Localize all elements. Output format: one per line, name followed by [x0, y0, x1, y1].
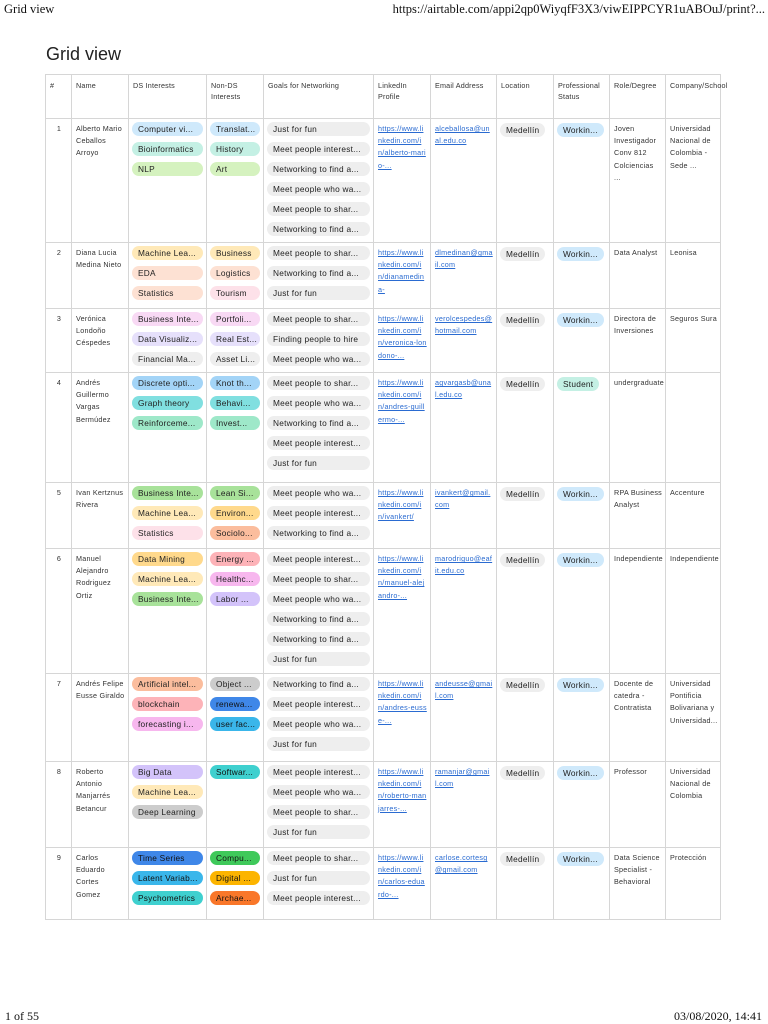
- tag-chip: Meet people interest...: [267, 697, 370, 711]
- name-cell[interactable]: Ivan Kertznus Rivera: [72, 483, 129, 549]
- tag-chip: Real Est...: [210, 332, 260, 346]
- tag-chip: Meet people who wa...: [267, 396, 370, 410]
- tag-chip: Latent Variab...: [132, 871, 203, 885]
- status-badge: Workin...: [557, 123, 604, 137]
- tag-chip: Deep Learning: [132, 805, 203, 819]
- tag-chip: Networking to find a...: [267, 416, 370, 430]
- status-badge: Student: [557, 377, 599, 391]
- row-number[interactable]: 7: [46, 674, 72, 762]
- tag-chip: Knot th...: [210, 376, 260, 390]
- non-ds-interests-cell[interactable]: [207, 483, 264, 549]
- print-footer: [0, 1009, 768, 1024]
- role-cell[interactable]: Joven Investigador Conv 812 Colciencias ...: [610, 119, 666, 243]
- table-row[interactable]: [46, 309, 721, 373]
- tag-chip: Object ...: [210, 677, 260, 691]
- tag-chip: forecasting i...: [132, 717, 203, 731]
- location-cell[interactable]: [497, 483, 554, 549]
- tag-chip: Big Data: [132, 765, 203, 779]
- ds-interests-cell[interactable]: [129, 762, 207, 848]
- status-cell[interactable]: [554, 309, 610, 373]
- tag-chip: Statistics: [132, 526, 203, 540]
- location-chip: Medellín: [500, 852, 545, 866]
- linkedin-link[interactable]: https://www.linkedin.com/in/alberto-mario-...: [378, 124, 426, 170]
- col-header-role[interactable]: Role/Degree: [610, 75, 666, 119]
- tag-chip: Data Visualiz...: [132, 332, 203, 346]
- tag-chip: Networking to find a...: [267, 162, 370, 176]
- status-badge: Workin...: [557, 553, 604, 567]
- tag-chip: Just for fun: [267, 652, 370, 666]
- tag-chip: Computer vi...: [132, 122, 203, 136]
- name-cell[interactable]: Andrés Guillermo Vargas Bermúdez: [72, 373, 129, 483]
- status-cell[interactable]: [554, 848, 610, 920]
- tag-chip: Statistics: [132, 286, 203, 300]
- linkedin-link[interactable]: https://www.linkedin.com/in/andres-guillermo-...: [378, 378, 425, 424]
- status-cell[interactable]: [554, 762, 610, 848]
- ds-interests-cell[interactable]: [129, 309, 207, 373]
- tag-chip: Psychometrics: [132, 891, 203, 905]
- status-cell[interactable]: [554, 483, 610, 549]
- tag-chip: Meet people interest...: [267, 506, 370, 520]
- page-number: 1 of 55: [5, 1009, 39, 1023]
- company-cell[interactable]: Protección: [666, 848, 721, 920]
- tag-chip: Environ...: [210, 506, 260, 520]
- tag-chip: Discrete opti...: [132, 376, 203, 390]
- company-cell[interactable]: Seguros Sura: [666, 309, 721, 373]
- role-cell[interactable]: Professor: [610, 762, 666, 848]
- tag-chip: renewa...: [210, 697, 260, 711]
- tag-chip: Labor ...: [210, 592, 260, 606]
- goals-cell[interactable]: [264, 243, 374, 309]
- role-cell[interactable]: Independiente: [610, 549, 666, 674]
- col-header-status[interactable]: Professional Status: [554, 75, 610, 119]
- status-badge: Workin...: [557, 678, 604, 692]
- tag-chip: Just for fun: [267, 737, 370, 751]
- email-link[interactable]: carlose.cortesg@gmail.com: [435, 853, 488, 875]
- tag-chip: Machine Lea...: [132, 785, 203, 799]
- name-cell[interactable]: Roberto Antonio Manjarrés Betancur: [72, 762, 129, 848]
- email-cell: [431, 848, 497, 920]
- linkedin-cell: [374, 848, 431, 920]
- linkedin-link[interactable]: https://www.linkedin.com/in/manuel-alejandro-...: [378, 554, 425, 600]
- tag-chip: Meet people interest...: [267, 765, 370, 779]
- status-cell[interactable]: [554, 549, 610, 674]
- email-cell: [431, 243, 497, 309]
- non-ds-interests-cell[interactable]: [207, 762, 264, 848]
- tag-chip: Lean Si...: [210, 486, 260, 500]
- status-badge: Workin...: [557, 766, 604, 780]
- location-cell[interactable]: [497, 373, 554, 483]
- status-cell[interactable]: [554, 373, 610, 483]
- status-badge: Workin...: [557, 313, 604, 327]
- location-cell[interactable]: [497, 549, 554, 674]
- location-chip: Medellín: [500, 678, 545, 692]
- tag-chip: Graph theory: [132, 396, 203, 410]
- col-header-num[interactable]: #: [46, 75, 72, 119]
- tag-chip: Meet people to shar...: [267, 246, 370, 260]
- tag-chip: Meet people who wa...: [267, 717, 370, 731]
- location-chip: Medellín: [500, 377, 545, 391]
- name-cell[interactable]: Verónica Londoño Céspedes: [72, 309, 129, 373]
- tag-chip: Meet people who wa...: [267, 182, 370, 196]
- table-row[interactable]: [46, 762, 721, 848]
- row-number[interactable]: 8: [46, 762, 72, 848]
- ds-interests-cell[interactable]: [129, 848, 207, 920]
- row-number[interactable]: 6: [46, 549, 72, 674]
- location-chip: Medellín: [500, 487, 545, 501]
- row-number[interactable]: 2: [46, 243, 72, 309]
- tag-chip: Meet people to shar...: [267, 202, 370, 216]
- goals-cell[interactable]: [264, 373, 374, 483]
- table-row[interactable]: [46, 848, 721, 920]
- email-link[interactable]: dlmedinan@gmail.com: [435, 248, 493, 270]
- company-cell[interactable]: Accenture: [666, 483, 721, 549]
- tag-chip: Sociolo...: [210, 526, 260, 540]
- non-ds-interests-cell[interactable]: [207, 674, 264, 762]
- tag-chip: Healthc...: [210, 572, 260, 586]
- tag-chip: user fac...: [210, 717, 260, 731]
- header-row: [46, 75, 721, 119]
- tag-chip: Tourism: [210, 286, 260, 300]
- print-header-title: Grid view: [4, 2, 55, 16]
- linkedin-cell: [374, 762, 431, 848]
- tag-chip: Softwar...: [210, 765, 260, 779]
- non-ds-interests-cell[interactable]: [207, 309, 264, 373]
- tag-chip: Business Inte...: [132, 592, 203, 606]
- role-cell[interactable]: undergraduate: [610, 373, 666, 483]
- tag-chip: Invest...: [210, 416, 260, 430]
- email-link[interactable]: marodriguo@eafit.edu.co: [435, 554, 493, 576]
- goals-cell[interactable]: [264, 848, 374, 920]
- linkedin-link[interactable]: https://www.linkedin.com/in/roberto-manjarres-...: [378, 767, 427, 813]
- status-cell[interactable]: [554, 674, 610, 762]
- email-link[interactable]: agvargasb@unal.edu.co: [435, 378, 492, 400]
- page-title: Grid view: [46, 44, 122, 64]
- role-cell[interactable]: RPA Business Analyst: [610, 483, 666, 549]
- linkedin-cell: [374, 309, 431, 373]
- ds-interests-cell[interactable]: [129, 243, 207, 309]
- location-chip: Medellín: [500, 247, 545, 261]
- location-cell[interactable]: [497, 674, 554, 762]
- print-header-url: https://airtable.com/appi2qp0WiyqfF3X3/viwEIPPCYR1uABOuJ/print?...: [392, 2, 765, 16]
- col-header-email[interactable]: Email Address: [431, 75, 497, 119]
- col-header-linkedin[interactable]: LinkedIn Profile: [374, 75, 431, 119]
- linkedin-cell: [374, 483, 431, 549]
- ds-interests-cell[interactable]: [129, 549, 207, 674]
- status-badge: Workin...: [557, 487, 604, 501]
- tag-chip: Meet people to shar...: [267, 312, 370, 326]
- tag-chip: Reinforceme...: [132, 416, 203, 430]
- linkedin-link[interactable]: https://www.linkedin.com/in/ivankert/: [378, 488, 424, 522]
- location-cell[interactable]: [497, 119, 554, 243]
- linkedin-cell: [374, 674, 431, 762]
- goals-cell[interactable]: [264, 119, 374, 243]
- tag-chip: Networking to find a...: [267, 222, 370, 236]
- goals-cell[interactable]: [264, 674, 374, 762]
- tag-chip: Meet people to shar...: [267, 376, 370, 390]
- tag-chip: Artificial intel...: [132, 677, 203, 691]
- col-header-location[interactable]: Location: [497, 75, 554, 119]
- tag-chip: Meet people to shar...: [267, 851, 370, 865]
- col-header-company[interactable]: Company/School: [666, 75, 721, 119]
- tag-chip: Behavi...: [210, 396, 260, 410]
- tag-chip: Just for fun: [267, 825, 370, 839]
- tag-chip: Just for fun: [267, 456, 370, 470]
- table-row[interactable]: [46, 483, 721, 549]
- name-cell[interactable]: Diana Lucia Medina Nieto: [72, 243, 129, 309]
- tag-chip: Art: [210, 162, 260, 176]
- tag-chip: Meet people to shar...: [267, 805, 370, 819]
- name-cell[interactable]: Carlos Eduardo Cortes Gomez: [72, 848, 129, 920]
- email-link[interactable]: ramanjar@gmail.com: [435, 767, 490, 789]
- tag-chip: Bioinformatics: [132, 142, 203, 156]
- non-ds-interests-cell[interactable]: [207, 848, 264, 920]
- table-row[interactable]: [46, 373, 721, 483]
- table-row[interactable]: [46, 243, 721, 309]
- email-link[interactable]: andeusse@gmail.com: [435, 679, 493, 701]
- email-cell: [431, 119, 497, 243]
- linkedin-cell: [374, 119, 431, 243]
- tag-chip: EDA: [132, 266, 203, 280]
- tag-chip: Energy ...: [210, 552, 260, 566]
- non-ds-interests-cell[interactable]: [207, 373, 264, 483]
- col-header-goals[interactable]: Goals for Networking: [264, 75, 374, 119]
- tag-chip: Networking to find a...: [267, 632, 370, 646]
- grid-table: [45, 74, 728, 920]
- tag-chip: Meet people who wa...: [267, 486, 370, 500]
- tag-chip: Compu...: [210, 851, 260, 865]
- tag-chip: Machine Lea...: [132, 572, 203, 586]
- company-cell[interactable]: Universidad Nacional de Colombia: [666, 762, 721, 848]
- tag-chip: Asset Li...: [210, 352, 260, 366]
- tag-chip: Finding people to hire: [267, 332, 370, 346]
- tag-chip: Meet people who wa...: [267, 592, 370, 606]
- tag-chip: Logistics: [210, 266, 260, 280]
- email-cell: [431, 674, 497, 762]
- goals-cell[interactable]: [264, 762, 374, 848]
- tag-chip: Meet people interest...: [267, 891, 370, 905]
- tag-chip: Translat...: [210, 122, 260, 136]
- tag-chip: Meet people who wa...: [267, 352, 370, 366]
- company-cell[interactable]: Leonisa: [666, 243, 721, 309]
- table-row[interactable]: [46, 674, 721, 762]
- role-cell[interactable]: Docente de catedra - Contratista: [610, 674, 666, 762]
- company-cell[interactable]: Independiente: [666, 549, 721, 674]
- tag-chip: Portfoli...: [210, 312, 260, 326]
- status-badge: Workin...: [557, 852, 604, 866]
- tag-chip: Meet people interest...: [267, 552, 370, 566]
- email-cell: [431, 549, 497, 674]
- tag-chip: Meet people to shar...: [267, 572, 370, 586]
- email-cell: [431, 762, 497, 848]
- status-cell[interactable]: [554, 119, 610, 243]
- tag-chip: Business Inte...: [132, 312, 203, 326]
- row-number[interactable]: 9: [46, 848, 72, 920]
- linkedin-link[interactable]: https://www.linkedin.com/in/carlos-eduardo-...: [378, 853, 425, 899]
- location-chip: Medellín: [500, 766, 545, 780]
- email-cell: [431, 309, 497, 373]
- location-chip: Medellín: [500, 553, 545, 567]
- status-cell[interactable]: [554, 243, 610, 309]
- ds-interests-cell[interactable]: [129, 373, 207, 483]
- non-ds-interests-cell[interactable]: [207, 119, 264, 243]
- email-link[interactable]: verolcespedes@hotmail.com: [435, 314, 493, 336]
- email-cell: [431, 483, 497, 549]
- goals-cell[interactable]: [264, 483, 374, 549]
- tag-chip: Networking to find a...: [267, 526, 370, 540]
- email-link[interactable]: alceballosa@unal.edu.co: [435, 124, 490, 146]
- location-chip: Medellín: [500, 123, 545, 137]
- role-cell[interactable]: Data Analyst: [610, 243, 666, 309]
- linkedin-link[interactable]: https://www.linkedin.com/in/dianamedina-: [378, 248, 425, 294]
- name-cell[interactable]: Manuel Alejandro Rodriguez Ortiz: [72, 549, 129, 674]
- tag-chip: Digital ...: [210, 871, 260, 885]
- tag-chip: Networking to find a...: [267, 266, 370, 280]
- status-badge: Workin...: [557, 247, 604, 261]
- print-datetime: 03/08/2020, 14:41: [673, 1009, 762, 1023]
- print-header: [0, 0, 768, 20]
- non-ds-interests-cell[interactable]: [207, 243, 264, 309]
- tag-chip: Just for fun: [267, 871, 370, 885]
- tag-chip: Financial Ma...: [132, 352, 203, 366]
- location-cell[interactable]: [497, 848, 554, 920]
- tag-chip: Just for fun: [267, 286, 370, 300]
- tag-chip: Meet people who wa...: [267, 785, 370, 799]
- location-chip: Medellín: [500, 313, 545, 327]
- tag-chip: Archae...: [210, 891, 260, 905]
- row-number[interactable]: 3: [46, 309, 72, 373]
- email-cell: [431, 373, 497, 483]
- row-number[interactable]: 4: [46, 373, 72, 483]
- tag-chip: blockchain: [132, 697, 203, 711]
- location-cell[interactable]: [497, 309, 554, 373]
- name-cell[interactable]: Alberto Mario Ceballos Arroyo: [72, 119, 129, 243]
- tag-chip: NLP: [132, 162, 203, 176]
- col-header-ds-interests[interactable]: DS Interests: [129, 75, 207, 119]
- row-number[interactable]: 1: [46, 119, 72, 243]
- name-cell[interactable]: Andrés Felipe Eusse Giraldo: [72, 674, 129, 762]
- goals-cell[interactable]: [264, 549, 374, 674]
- role-cell[interactable]: Data Science Specialist - Behavioral: [610, 848, 666, 920]
- linkedin-link[interactable]: https://www.linkedin.com/in/veronica-londono-...: [378, 314, 427, 360]
- tag-chip: Just for fun: [267, 122, 370, 136]
- table-row[interactable]: [46, 119, 721, 243]
- linkedin-link[interactable]: https://www.linkedin.com/in/andres-eusse-...: [378, 679, 427, 725]
- tag-chip: History: [210, 142, 260, 156]
- goals-cell[interactable]: [264, 309, 374, 373]
- location-cell[interactable]: [497, 762, 554, 848]
- row-number[interactable]: 5: [46, 483, 72, 549]
- linkedin-cell: [374, 549, 431, 674]
- tag-chip: Business: [210, 246, 260, 260]
- linkedin-cell: [374, 373, 431, 483]
- location-cell[interactable]: [497, 243, 554, 309]
- tag-chip: Machine Lea...: [132, 506, 203, 520]
- tag-chip: Machine Lea...: [132, 246, 203, 260]
- tag-chip: Data Mining: [132, 552, 203, 566]
- company-cell[interactable]: [666, 373, 721, 483]
- non-ds-interests-cell[interactable]: [207, 549, 264, 674]
- ds-interests-cell[interactable]: [129, 119, 207, 243]
- company-cell[interactable]: Universidad Nacional de Colombia - Sede ...: [666, 119, 721, 243]
- ds-interests-cell[interactable]: [129, 483, 207, 549]
- tag-chip: Networking to find a...: [267, 612, 370, 626]
- table-row[interactable]: [46, 549, 721, 674]
- col-header-non-ds-interests[interactable]: Non-DS Interests: [207, 75, 264, 119]
- company-cell[interactable]: Universidad Pontificia Bolivariana y Universidad...: [666, 674, 721, 762]
- tag-chip: Meet people interest...: [267, 436, 370, 450]
- linkedin-cell: [374, 243, 431, 309]
- tag-chip: Time Series: [132, 851, 203, 865]
- col-header-name[interactable]: Name: [72, 75, 129, 119]
- role-cell[interactable]: Directora de Inversiones: [610, 309, 666, 373]
- tag-chip: Networking to find a...: [267, 677, 370, 691]
- email-link[interactable]: ivankert@gmail.com: [435, 488, 491, 510]
- ds-interests-cell[interactable]: [129, 674, 207, 762]
- tag-chip: Business Inte...: [132, 486, 203, 500]
- tag-chip: Meet people interest...: [267, 142, 370, 156]
